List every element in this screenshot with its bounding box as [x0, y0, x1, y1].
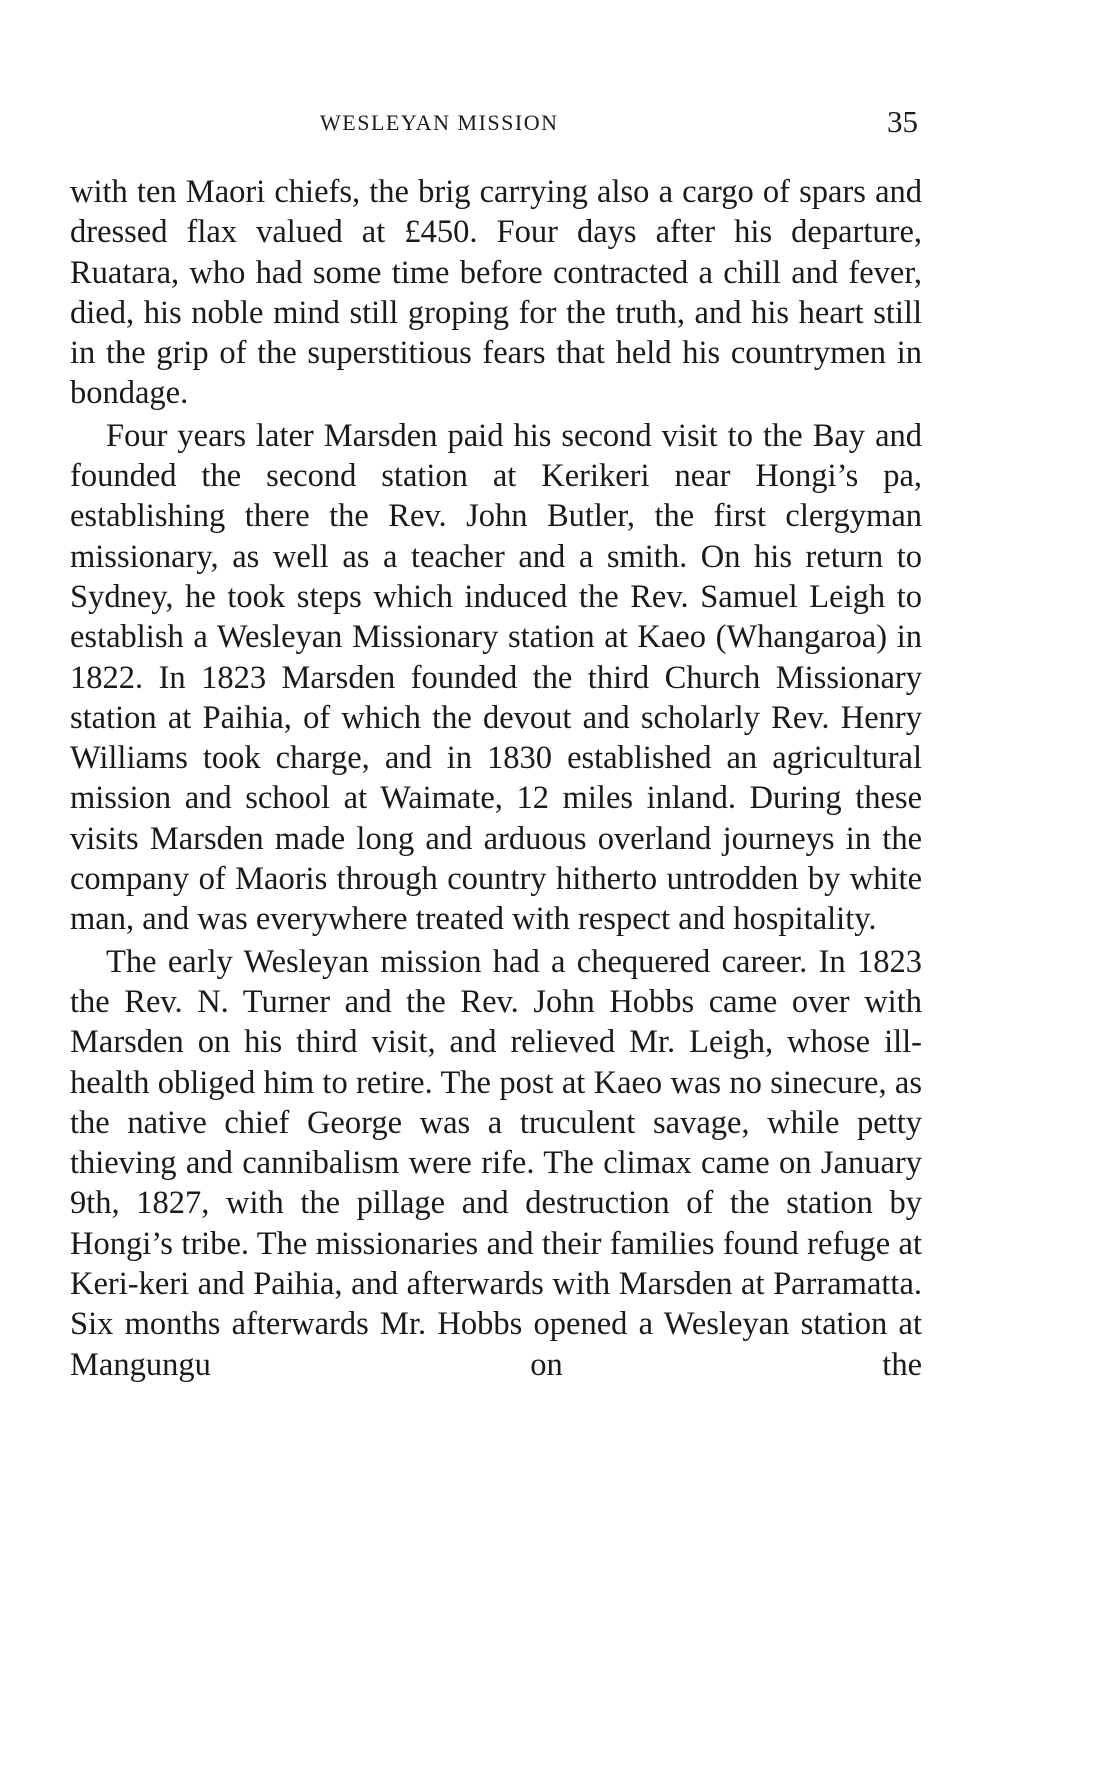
paragraph-wesleyan-mission: The early Wesleyan mission had a chequered career. In 1823 the Rev. N. Turner and the Rev. John Hobbs came over with Marsden on his third visit, and relieved Mr. Leigh, whose ill-health obliged him to retire. The post at Kaeo was no sinecure, as the native chief George was a truculent savage, while petty thieving and cannibalism were rife. The climax came on January 9th, 1827, with the pillage and destruction of the station by Hongi’s tribe. The missionaries and their families found refuge at Keri-keri and Paihia, and afterwards with Marsden at Parramatta. Six months afterwards Mr. Hobbs opened a Wesleyan station at Mangungu on the	[70, 943, 922, 1383]
paragraph-continuation: with ten Maori chiefs, the brig carrying also a cargo of spars and dressed flax valued at £450. Four days after his departure, Ruatara, who had some time before contracted a chill and fever, died, his noble mind still groping for the truth, and his heart still in the grip of the superstitious fears that held his countrymen in bondage.	[70, 174, 922, 412]
body-text	[70, 172, 922, 1385]
running-head	[70, 104, 920, 144]
paragraph-mission-stations: Four years later Marsden paid his second visit to the Bay and founded the second station at Kerikeri near Hongi’s pa, establishing there the Rev. John Butler, the first clergyman missionary, as well as a teacher and a smith. On his return to Sydney, he took steps which induced the Rev. Samuel Leigh to establish a Wesleyan Missionary station at Kaeo (Whangaroa) in 1822. In 1823 Marsden founded the third Church Missionary station at Paihia, of which the devout and scholarly Rev. Henry Williams took charge, and in 1830 established an agricultural mission and school at Waimate, 12 miles inland. During these visits Marsden made long and arduous overland journeys in the company of Maoris through country hitherto untrodden by white man, and was everywhere treated with respect and hospitality.	[70, 417, 922, 938]
running-title: WESLEYAN MISSION	[320, 110, 559, 135]
page-number: 35	[887, 104, 918, 139]
